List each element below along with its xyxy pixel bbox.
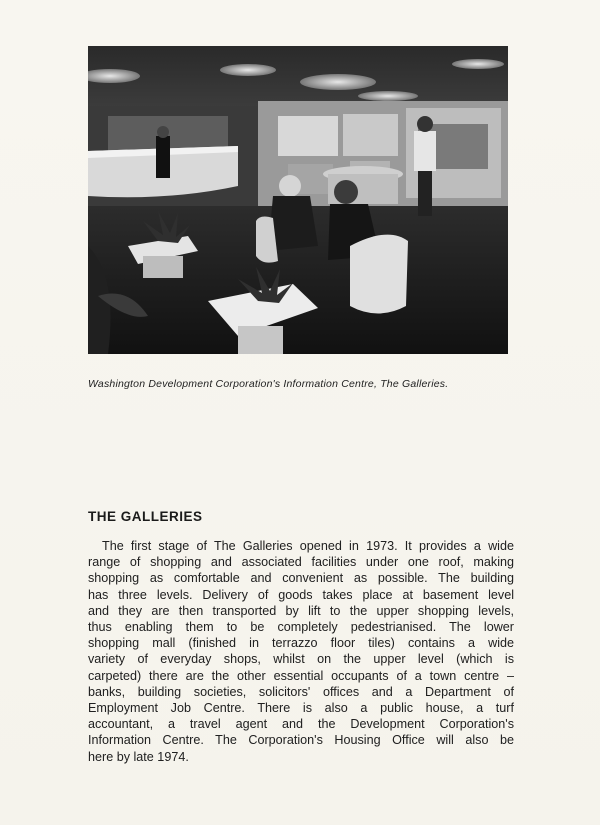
paragraph-line: shopping mall (finished in terrazzo floor tiles) contains a wide [88, 636, 514, 651]
paragraph-line: thus enabling them to be completely pedestrianised. The lower [88, 620, 514, 635]
paragraph-line: The first stage of The Galleries opened in 1973. It provides a wide [102, 539, 514, 553]
photo-caption: Washington Development Corporation's Information Centre, The Galleries. [88, 378, 449, 390]
paragraph-line: here by late 1974. [88, 749, 189, 764]
paragraph-line: banks, building societies, solicitors' offices and a Department of [88, 684, 514, 699]
paragraph-line: and they are then transported by lift to the upper shopping levels, [88, 603, 514, 618]
paragraph-line: range of shopping and associated facilities under one roof, making [88, 555, 514, 570]
information-centre-photo [88, 46, 508, 354]
paragraph-line: accountant, a travel agent and the Development Corporation's [88, 717, 514, 732]
paragraph-line: variety of everyday shops, whilst on the upper level (which is [88, 652, 514, 667]
paragraph-line: carpeted) there are the other essential occupants of a town centre – [88, 668, 514, 683]
section-heading: THE GALLERIES [88, 509, 203, 524]
paragraph-line: Employment Job Centre. There is also a public house, a turf [88, 701, 514, 716]
paragraph-line: Information Centre. The Corporation's Housing Office will also be [88, 733, 514, 748]
paragraph-line: shopping as comfortable and convenient as possible. The building [88, 571, 514, 586]
body-paragraph [88, 538, 514, 765]
paragraph-line: has three levels. Delivery of goods takes place at basement level [88, 587, 514, 602]
